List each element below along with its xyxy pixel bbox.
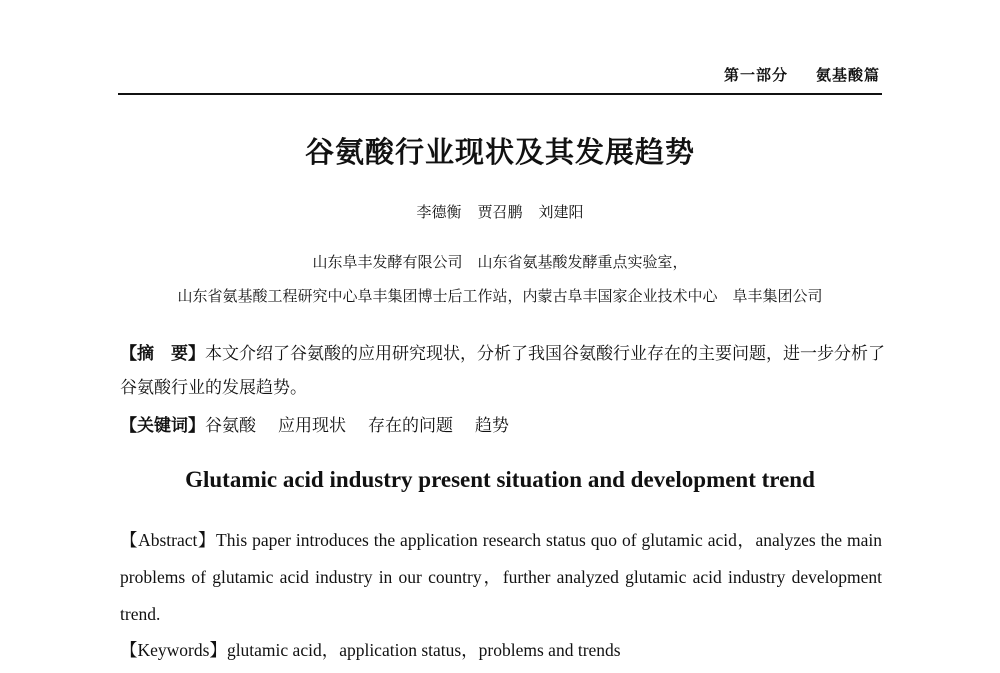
keywords-english-label: 【Keywords】 [120, 640, 227, 660]
keywords-chinese-label: 【关键词】 [120, 416, 205, 436]
abstract-chinese-text: 本文介绍了谷氨酸的应用研究现状，分析了我国谷氨酸行业存在的主要问题，进一步分析了谷氨酸行业的发展趋势。 [120, 344, 885, 398]
keyword-cn-1: 谷氨酸 [205, 416, 256, 436]
keywords-english [120, 637, 882, 662]
author-list [0, 201, 1000, 222]
author-3: 刘建阳 [538, 203, 584, 221]
affiliation-line-1: 山东阜丰发酵有限公司 山东省氨基酸发酵重点实验室， [312, 253, 688, 271]
author-1: 李德衡 [416, 203, 462, 221]
title-chinese: 谷氨酸行业现状及其发展趋势 [304, 135, 695, 169]
abstract-english-label: 【Abstract】 [120, 530, 217, 550]
title-english: Glutamic acid industry present situation and development trend [185, 467, 815, 492]
keyword-cn-2: 应用现状 [278, 416, 346, 436]
abstract-chinese-label: 【摘 要】 [120, 344, 205, 364]
running-header-part: 第一部分 [723, 66, 788, 84]
keywords-chinese [120, 411, 888, 436]
abstract-english-text: This paper introduces the application research status quo of glutamic acid，analyzes the main problems of glutamic acid industry in our country，further analyzed glutamic acid industry development trend. [120, 530, 882, 624]
keyword-cn-4: 趋势 [475, 416, 509, 436]
affiliation-line-2: 山东省氨基酸工程研究中心阜丰集团博士后工作站，内蒙古阜丰国家企业技术中心 阜丰集团公司 [177, 287, 823, 305]
header-rule [118, 93, 882, 95]
keywords-english-text: glutamic acid，application status，problems and trends [226, 640, 621, 660]
author-2: 贾召鹏 [477, 203, 523, 221]
keyword-cn-3: 存在的问题 [368, 416, 453, 436]
abstract-english [120, 522, 882, 633]
abstract-chinese [120, 337, 888, 405]
running-header [724, 64, 880, 85]
running-header-section: 氨基酸篇 [815, 66, 880, 84]
